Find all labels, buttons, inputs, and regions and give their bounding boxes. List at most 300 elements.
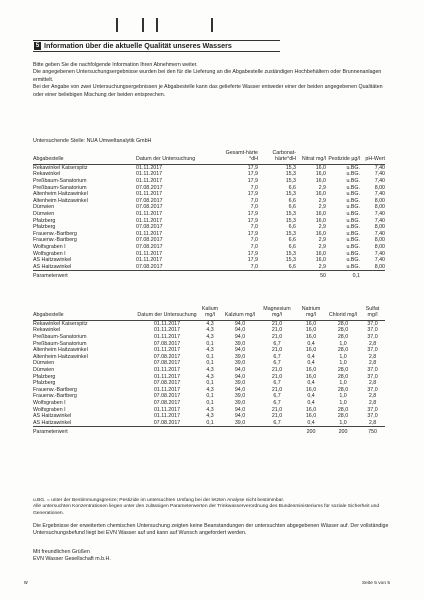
table-cell: 16,0	[315, 178, 326, 184]
table-cell: 2,8	[368, 360, 377, 367]
table-cell: 01.11.2017	[153, 347, 181, 354]
table-cell: 28,0	[337, 413, 349, 420]
table-cell: 7,0	[250, 243, 258, 250]
table-cell: Dürrwien	[33, 360, 55, 367]
table-cell: 01.11.2017	[136, 217, 163, 224]
table-cell: 01.11.2017	[153, 373, 181, 380]
table-cell: 15,3	[285, 217, 296, 224]
table-cell: 07.08.2017	[153, 393, 181, 400]
table-row	[33, 420, 385, 427]
margin-mark	[142, 18, 144, 32]
table-cell: 2,9	[318, 243, 326, 250]
table-cell: 6,7	[273, 380, 281, 387]
table-cell: 16,0	[315, 250, 326, 257]
table-cell: 4,3	[206, 406, 214, 413]
intro-text	[33, 62, 393, 99]
hardness-table	[33, 150, 385, 280]
table-row	[33, 244, 385, 251]
table-cell: 1,0	[339, 353, 347, 360]
table-cell: u.BG.	[346, 250, 360, 257]
table-cell: 07.08.2017	[136, 420, 198, 427]
table-cell: AS Haitzawinkel	[33, 264, 136, 271]
table-row	[33, 251, 385, 258]
table-cell: 01.11.2017	[153, 320, 181, 327]
footnote: Alle untersuchten Konzentrationen liegen unter den zulässigen Parameterwerten der Trinkwasserverordnung des Bundesministeriums für soziale Sicherheit und Generationen.	[33, 504, 380, 516]
info-square-icon: 5	[35, 43, 40, 49]
table-row	[33, 367, 385, 374]
table-cell: 0,1	[198, 420, 222, 427]
col-header: Natrium mg/l	[296, 306, 326, 320]
table-cell: 7,40	[374, 164, 385, 171]
table-cell: 16,0	[305, 386, 317, 393]
parameter-cell	[360, 271, 385, 280]
intro-paragraph: Bei der Angabe von zwei Untersuchungsergebnissen je Abgabestelle kann das gelieferte Wasser entweder einer der beiden angegebenen Qualitäten oder einer beliebigen Mischung der beiden entsprechen.	[33, 84, 383, 98]
table-cell: u.BG.	[346, 164, 360, 171]
table-row	[33, 257, 385, 264]
col-header: Sulfat mg/l	[360, 306, 385, 320]
table-cell: 16,0	[315, 257, 326, 264]
table-cell: AS Haitzawinkel	[33, 413, 72, 420]
table-cell: 21,0	[271, 334, 283, 340]
table-cell: 2,9	[318, 204, 326, 211]
table-cell: 07.08.2017	[136, 204, 163, 211]
table-cell: 01.11.2017	[136, 178, 163, 184]
table-cell: u.BG.	[346, 243, 360, 250]
table-cell: Dürrwien	[33, 210, 55, 217]
table-cell: 39,0	[234, 380, 246, 387]
table-cell: 8,00	[374, 243, 385, 250]
table-cell: 17,9	[247, 210, 258, 217]
table-cell: 7,40	[374, 178, 385, 184]
table-cell: Preßbaum-Sanatorium	[33, 178, 87, 184]
table-cell: 01.11.2017	[136, 230, 163, 237]
table-cell: 07.08.2017	[153, 353, 181, 360]
table-cell: 39,0	[234, 340, 246, 347]
table-cell: Altenheim Haitzawinkel	[33, 347, 88, 354]
table-cell: 07.08.2017	[136, 197, 163, 204]
table-cell: 28,0	[337, 347, 349, 354]
table-cell: 2,8	[360, 420, 385, 427]
table-cell: 1,0	[326, 420, 360, 427]
table-cell: 16,0	[315, 230, 326, 237]
table-cell: Wolfsgraben I	[33, 399, 66, 406]
table-cell: 0,4	[296, 420, 326, 427]
col-header: Kalzium mg/l	[222, 306, 258, 320]
table-cell: 7,0	[250, 184, 258, 191]
table-cell: 39,0	[234, 393, 246, 400]
table-cell: Pfalzberg	[33, 380, 56, 387]
table-cell: 15,3	[285, 164, 296, 171]
table-cell: 7,40	[374, 191, 385, 198]
table-cell: 16,0	[315, 191, 326, 198]
table-cell: 39,0	[234, 353, 246, 360]
table-cell: 6,6	[288, 184, 296, 191]
table-row	[33, 320, 385, 327]
table-cell: AS Haitzawinkel	[33, 420, 136, 427]
table-cell: 94,0	[234, 347, 246, 354]
table-cell: 28,0	[337, 320, 349, 327]
table-cell: 39,0	[234, 399, 246, 406]
table-cell: Frauenw.-Bartberg	[33, 393, 77, 400]
table-row	[33, 231, 385, 238]
table-cell: 07.08.2017	[153, 360, 181, 367]
table-cell: 16,0	[315, 164, 326, 171]
table-cell: 15,3	[285, 191, 296, 198]
table-cell: 94,0	[234, 320, 246, 327]
parameter-cell: 200	[306, 429, 316, 436]
table-row	[33, 407, 385, 414]
table-cell: 07.08.2017	[136, 264, 218, 271]
table-row	[33, 341, 385, 348]
table-row	[33, 198, 385, 205]
table-cell: 0,4	[307, 380, 315, 387]
table-cell: 01.11.2017	[153, 386, 181, 393]
table-cell: 6,7	[273, 360, 281, 367]
table-cell: 4,3	[206, 320, 214, 327]
table-row	[33, 171, 385, 178]
table-cell: 0,4	[307, 353, 315, 360]
table-cell: 0,1	[206, 340, 214, 347]
table-cell: u.BG.	[346, 197, 360, 204]
footnote: u.BG. = unter der Bestimmungsgrenze; Pestizide im untersuchten Umfang bei der letzten Analyse nicht bestimmbar.	[33, 498, 285, 503]
table-cell: 6,7	[258, 420, 296, 427]
table-row	[33, 185, 385, 192]
table-cell: 2,9	[318, 184, 326, 191]
table-cell: Wolfsgraben I	[33, 243, 66, 250]
table-row	[33, 347, 385, 354]
table-row	[33, 400, 385, 407]
table-cell: Wolfsgraben I	[33, 250, 66, 257]
table-cell: Rekawinkel	[33, 327, 61, 334]
parameter-cell: 200	[338, 429, 348, 436]
table-cell: 6,6	[288, 243, 296, 250]
table-cell: 17,9	[247, 217, 258, 224]
table-row	[33, 191, 385, 198]
table-cell: 4,3	[206, 413, 214, 420]
parameter-row	[33, 271, 385, 280]
table-cell: 07.08.2017	[153, 340, 181, 347]
table-cell: 94,0	[234, 366, 246, 373]
table-row	[33, 360, 385, 367]
table-cell: u.BG.	[346, 204, 360, 211]
table-cell: 1,0	[339, 340, 347, 347]
table-cell: 2,8	[368, 393, 377, 400]
parameter-cell: 750	[368, 429, 377, 436]
table-cell: 0,1	[206, 353, 214, 360]
table-cell: u.BG.	[326, 264, 360, 271]
table-cell: Dürrwien	[33, 366, 55, 373]
table-cell: 0,4	[307, 360, 315, 367]
table-row	[33, 264, 385, 271]
parameter-cell: 50	[320, 273, 326, 280]
col-header: Gesamt-härte °dH	[218, 150, 258, 164]
table-cell: 0,1	[206, 399, 214, 406]
table-cell: 16,0	[305, 373, 317, 380]
table-cell: u.BG.	[346, 171, 360, 178]
table-cell: 28,0	[337, 366, 349, 373]
table-cell: Frauenw.-Bartberg	[33, 230, 77, 237]
col-header: Kalium mg/l	[198, 306, 222, 320]
parameter-cell: Parameterwert	[33, 273, 68, 280]
table-cell: 7,40	[374, 250, 385, 257]
table-cell: Wolfsgraben I	[33, 406, 66, 413]
col-header: pH-Wert	[360, 150, 385, 164]
table-cell: 16,0	[315, 171, 326, 178]
table-cell: 21,0	[271, 347, 283, 354]
table-row	[33, 374, 385, 381]
table-cell: Pfalzberg	[33, 224, 56, 231]
table-cell: 94,0	[234, 386, 246, 393]
table-cell: Preßbaum-Sanatorium	[33, 340, 87, 347]
table-cell: 16,0	[305, 327, 317, 334]
table-row	[33, 334, 385, 341]
table-cell: 7,40	[374, 171, 385, 178]
company-name: EVN Wasser Gesellschaft m.b.H.	[33, 556, 111, 563]
table-cell: 21,0	[271, 327, 283, 334]
table-cell: Altenheim Haitzawinkel	[33, 197, 88, 204]
corner-mark: w	[24, 580, 28, 586]
table-cell: 94,0	[234, 413, 246, 420]
table-cell: Altenheim Haitzawinkel	[33, 353, 88, 360]
table-cell: Rekawinkel Kaiserspitz	[33, 164, 88, 171]
table-cell: 17,9	[247, 171, 258, 178]
parameter-cell	[136, 427, 198, 436]
table-cell: 0,1	[206, 393, 214, 400]
parameter-cell	[136, 271, 218, 280]
col-header: Nitrat mg/l	[296, 150, 326, 164]
table-cell: 28,0	[337, 327, 349, 334]
col-header: Chlorid mg/l	[326, 306, 360, 320]
table-cell: 6,6	[288, 204, 296, 211]
parameter-cell	[222, 427, 258, 436]
table-cell: 28,0	[337, 406, 349, 413]
table-cell: 6,7	[273, 353, 281, 360]
table-cell: 6,6	[288, 197, 296, 204]
table-cell: 2,8	[368, 380, 377, 387]
table-cell: 0,4	[307, 393, 315, 400]
parameter-cell	[198, 427, 222, 436]
intro-paragraph: Bitte geben Sie die nachfolgende Information Ihren Abnehmern weiter.	[33, 62, 198, 68]
table-cell: 37,0	[367, 334, 378, 340]
intro-paragraph: Die angegebenen Untersuchungsergebnisse wurden bei den für die Lieferung an die Abgabestelle zuständigen Hochbehältern oder Brunnenanlagen ermittelt.	[33, 69, 382, 83]
table-cell: 37,0	[367, 366, 378, 373]
table-cell: 6,6	[288, 224, 296, 231]
margin-mark	[211, 18, 213, 32]
table-cell: 7,0	[250, 237, 258, 244]
table-row	[33, 204, 385, 211]
table-cell: u.BG.	[346, 217, 360, 224]
table-cell: Frauenw.-Bartberg	[33, 386, 77, 393]
table-cell: 01.11.2017	[153, 413, 181, 420]
table-cell: 2,9	[296, 264, 326, 271]
table-cell: 17,9	[247, 257, 258, 264]
col-header: Abgabestelle	[33, 150, 136, 164]
table-cell: 6,6	[258, 264, 296, 271]
table-cell: Rekawinkel	[33, 171, 61, 178]
parameter-row	[33, 427, 385, 436]
table-cell: 01.11.2017	[136, 210, 163, 217]
table-cell: 15,3	[285, 178, 296, 184]
table-cell: 4,3	[206, 373, 214, 380]
table-cell: 28,0	[337, 373, 349, 380]
table-cell: 4,3	[206, 334, 214, 340]
table-row	[33, 327, 385, 334]
table-cell: 2,9	[318, 197, 326, 204]
table-cell: 6,6	[288, 237, 296, 244]
table-cell: 37,0	[367, 386, 378, 393]
table-cell: 07.08.2017	[136, 184, 163, 191]
table-row	[33, 224, 385, 231]
table-cell: 17,9	[247, 164, 258, 171]
lab-name: Untersuchende Stelle: NUA Umweltanalytik GmbH	[33, 138, 152, 144]
table-cell: 7,40	[374, 257, 385, 264]
table-cell: 07.08.2017	[136, 243, 163, 250]
table-row	[33, 178, 385, 185]
table-cell: 6,7	[273, 399, 281, 406]
table-cell: 16,0	[305, 320, 317, 327]
table-cell: 17,9	[247, 230, 258, 237]
table-cell: 37,0	[367, 406, 378, 413]
table-cell: 8,00	[374, 184, 385, 191]
parameter-cell	[218, 271, 258, 280]
table-cell: 01.11.2017	[153, 334, 181, 340]
table-cell: 16,0	[305, 334, 317, 340]
margin-mark	[156, 18, 158, 32]
page-number: Seite 5 von 5	[361, 581, 390, 586]
table-row	[33, 393, 385, 400]
table-cell: 7,0	[218, 264, 258, 271]
table-cell: 17,9	[247, 250, 258, 257]
parameter-cell: Parameterwert	[33, 429, 68, 436]
table-cell: 37,0	[367, 413, 378, 420]
table-cell: 7,40	[374, 217, 385, 224]
table-cell: 01.11.2017	[153, 406, 181, 413]
table-cell: 1,0	[339, 380, 347, 387]
table-row	[33, 387, 385, 394]
table-cell: u.BG.	[346, 184, 360, 191]
table-cell: 01.11.2017	[136, 257, 163, 264]
table-cell: 94,0	[234, 334, 246, 340]
table-cell: 0,1	[206, 380, 214, 387]
table-cell: 4,3	[206, 327, 214, 334]
col-header: Datum der Untersuchung	[136, 306, 198, 320]
table-cell: 16,0	[305, 347, 317, 354]
table-cell: u.BG.	[346, 191, 360, 198]
table-cell: 6,7	[273, 393, 281, 400]
table-cell: 94,0	[234, 406, 246, 413]
parameter-cell	[258, 271, 296, 280]
table-cell: 07.08.2017	[136, 224, 163, 231]
table-cell: 8,00	[360, 264, 385, 271]
table-cell: 01.11.2017	[136, 164, 163, 171]
table-row	[33, 354, 385, 361]
table-cell: 39,0	[234, 360, 246, 367]
table-cell: 16,0	[305, 406, 317, 413]
table-cell: Rekawinkel Kaiserspitz	[33, 320, 88, 327]
table-cell: 37,0	[367, 320, 378, 327]
table-cell: 0,4	[307, 340, 315, 347]
table-cell: Pfalzberg	[33, 217, 56, 224]
table-cell: 2,8	[368, 340, 377, 347]
table-cell: 21,0	[271, 320, 283, 327]
col-header: Carbonat-härte°dH	[258, 150, 296, 164]
table-cell: 4,3	[206, 386, 214, 393]
table-cell: 2,9	[318, 224, 326, 231]
table-cell: 16,0	[315, 210, 326, 217]
summary-text: Die Ergebnisse der erweiterten chemischen Untersuchung zeigten keine Beanstandungen der untersuchten abgegebenen Wässer auf. Der vollständige Untersuchungsbefund liegt bei EVN Wasser auf und kann auf Wunsch angefordert werden.	[33, 523, 389, 537]
table-cell: 16,0	[305, 413, 317, 420]
table-cell: 0,4	[307, 399, 315, 406]
section-title: Information über die aktuelle Qualität unseres Wassers	[44, 41, 232, 50]
table-cell: u.BG.	[346, 210, 360, 217]
table-cell: 21,0	[271, 373, 283, 380]
table-cell: 2,8	[368, 353, 377, 360]
table-cell: 7,0	[250, 197, 258, 204]
table-cell: 16,0	[305, 366, 317, 373]
col-header: Pestizide µg/l	[326, 150, 360, 164]
table-cell: 15,3	[285, 230, 296, 237]
table-cell: Pfalzberg	[33, 373, 56, 380]
table-cell: u.BG.	[346, 224, 360, 231]
table-row	[33, 237, 385, 244]
table-cell: 37,0	[367, 327, 378, 334]
table-cell: 01.11.2017	[153, 366, 181, 373]
table-cell: 15,3	[285, 210, 296, 217]
table-cell: Dürrwien	[33, 204, 55, 211]
table-cell: 37,0	[367, 373, 378, 380]
table-cell: 16,0	[315, 217, 326, 224]
closing	[33, 549, 393, 564]
table-cell: 28,0	[337, 334, 349, 340]
greeting: Mit freundlichen Grüßen	[33, 549, 90, 555]
table-cell: Frauenw.-Bartberg	[33, 237, 77, 244]
table-cell: 7,0	[250, 204, 258, 211]
table-cell: Preßbaum-Sanatorium	[33, 184, 87, 191]
table-row	[33, 211, 385, 218]
table-cell: 1,0	[339, 393, 347, 400]
table-cell: 8,00	[374, 197, 385, 204]
table-cell: 0,1	[206, 360, 214, 367]
table-cell: 8,00	[374, 204, 385, 211]
table-cell: u.BG.	[346, 257, 360, 264]
table-cell: 39,0	[222, 420, 258, 427]
parameter-cell	[258, 427, 296, 436]
table-cell: AS Haitzawinkel	[33, 257, 72, 264]
section-header	[33, 40, 280, 52]
table-cell: 28,0	[337, 386, 349, 393]
table-cell: 21,0	[271, 413, 283, 420]
table-cell: 15,3	[285, 250, 296, 257]
table-cell: 7,40	[374, 210, 385, 217]
table-cell: Altenheim Haitzawinkel	[33, 191, 88, 198]
table-cell: 15,3	[285, 171, 296, 178]
table-cell: 2,9	[318, 237, 326, 244]
table-cell: 07.08.2017	[153, 399, 181, 406]
table-cell: 15,3	[285, 257, 296, 264]
table-cell: 8,00	[374, 224, 385, 231]
table-cell: 7,40	[374, 230, 385, 237]
table-cell: 37,0	[367, 347, 378, 354]
col-header: Abgabestelle	[33, 306, 136, 320]
table-cell: 01.11.2017	[153, 327, 181, 334]
table-cell: 07.08.2017	[153, 380, 181, 387]
table-cell: 17,9	[247, 178, 258, 184]
table-cell: 21,0	[271, 366, 283, 373]
table-cell: 07.08.2017	[136, 237, 163, 244]
minerals-table	[33, 306, 385, 436]
table-row	[33, 218, 385, 225]
table-cell: 94,0	[234, 373, 246, 380]
